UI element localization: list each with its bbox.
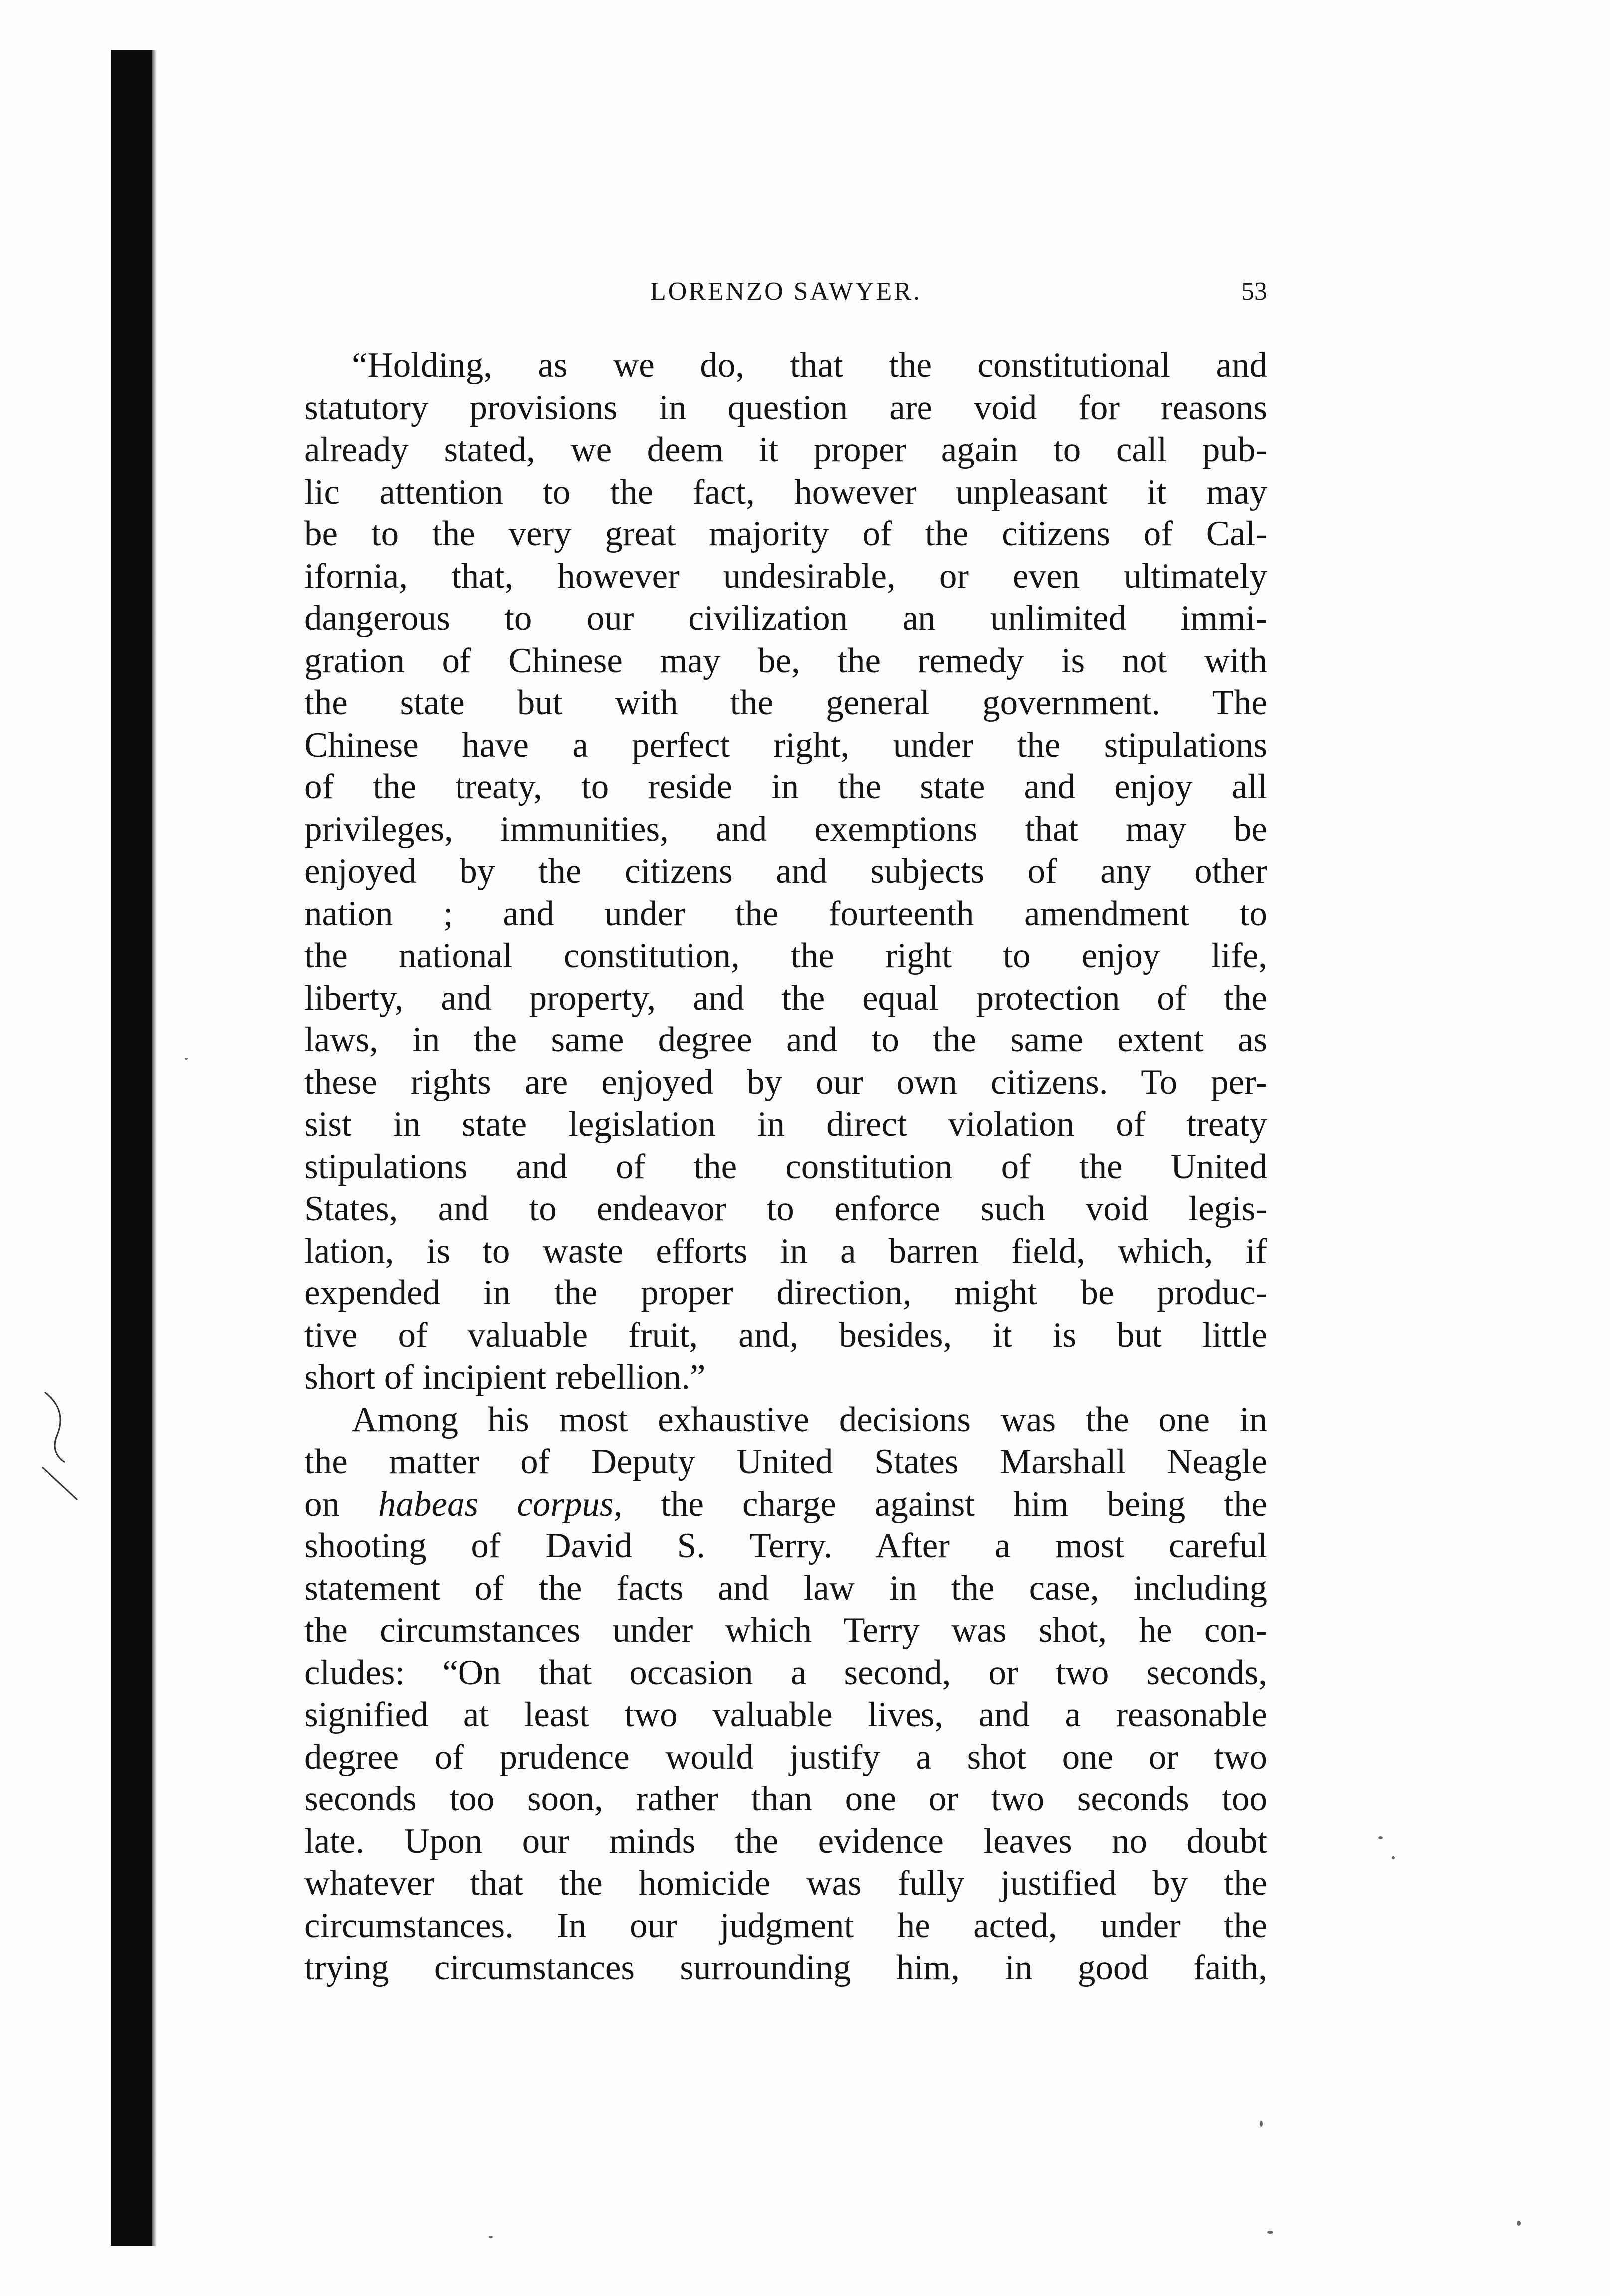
text-line: signified at least two valuable lives, and a reasonable bbox=[304, 1695, 1267, 1734]
paper-speck bbox=[1517, 2221, 1521, 2226]
text-line: the circumstances under which Terry was shot, he con- bbox=[304, 1611, 1267, 1650]
text-line-segment: the charge against him being the bbox=[622, 1484, 1268, 1524]
text-line: the national constitution, the right to enjoy life, bbox=[304, 936, 1267, 975]
text-line: privileges, immunities, and exemptions that may be bbox=[304, 809, 1267, 849]
text-line: trying circumstances surrounding him, in good faith, bbox=[304, 1948, 1267, 1987]
margin-pencil-mark bbox=[30, 1387, 85, 1502]
text-line: the state but with the general government. The bbox=[304, 683, 1267, 722]
text-line-segment: on bbox=[304, 1484, 379, 1524]
text-line: stipulations and of the constitution of the United bbox=[304, 1147, 1267, 1186]
text-line: lation, is to waste efforts in a barren field, which, if bbox=[304, 1231, 1267, 1271]
text-line: “Holding, as we do, that the constitutional and bbox=[352, 346, 1267, 385]
text-line: enjoyed by the citizens and subjects of any other bbox=[304, 852, 1267, 891]
text-line: Among his most exhaustive decisions was the one in bbox=[352, 1400, 1267, 1439]
text-line: gration of Chinese may be, the remedy is not with bbox=[304, 641, 1267, 680]
page-number: 53 bbox=[1241, 277, 1267, 306]
paper-speck bbox=[489, 2236, 493, 2238]
text-line: dangerous to our civilization an unlimited immi- bbox=[304, 599, 1267, 638]
text-line: seconds too soon, rather than one or two seconds too bbox=[304, 1780, 1267, 1818]
text-line: of the treaty, to reside in the state and enjoy all bbox=[304, 767, 1267, 806]
text-line: short of incipient rebellion.” bbox=[304, 1358, 706, 1397]
text-line: States, and to endeavor to enforce such void legis- bbox=[304, 1189, 1267, 1228]
text-line bbox=[304, 1483, 1267, 1526]
text-line: these rights are enjoyed by our own citizens. To per- bbox=[304, 1062, 1267, 1102]
paper-speck bbox=[1378, 1836, 1383, 1839]
text-line: the matter of Deputy United States Marshall Neagle bbox=[304, 1442, 1267, 1481]
text-line: liberty, and property, and the equal protection of the bbox=[304, 978, 1267, 1018]
text-line: statement of the facts and law in the case, including bbox=[304, 1568, 1267, 1608]
paper-speck bbox=[1260, 2121, 1263, 2127]
text-line: Chinese have a perfect right, under the stipulations bbox=[304, 725, 1267, 765]
text-line: be to the very great majority of the citizens of Cal- bbox=[304, 514, 1267, 553]
text-line: shooting of David S. Terry. After a most careful bbox=[304, 1527, 1267, 1565]
text-line: expended in the proper direction, might be produc- bbox=[304, 1274, 1267, 1312]
text-line: late. Upon our minds the evidence leaves no doubt bbox=[304, 1821, 1267, 1861]
paper-speck bbox=[185, 1058, 188, 1060]
book-binding-edge bbox=[111, 50, 152, 2246]
text-line: nation ; and under the fourteenth amendment to bbox=[304, 894, 1267, 933]
text-line: circumstances. In our judgment he acted, under the bbox=[304, 1906, 1267, 1945]
text-line: whatever that the homicide was fully justified by the bbox=[304, 1864, 1267, 1903]
text-line: statutory provisions in question are void for reasons bbox=[304, 388, 1267, 427]
text-line: lic attention to the fact, however unpleasant it may bbox=[304, 472, 1267, 511]
text-line: tive of valuable fruit, and, besides, it is but little bbox=[304, 1315, 1267, 1355]
body-text bbox=[304, 344, 1267, 1989]
text-line: ifornia, that, however undesirable, or even ultimately bbox=[304, 556, 1267, 596]
text-line: already stated, we deem it proper again to call pub- bbox=[304, 430, 1267, 469]
running-title: LORENZO SAWYER. bbox=[650, 277, 922, 306]
italic-term: habeas corpus, bbox=[378, 1484, 623, 1524]
text-line: laws, in the same degree and to the same extent as bbox=[304, 1020, 1267, 1059]
binding-shadow bbox=[152, 50, 157, 2246]
paper-speck bbox=[1267, 2231, 1273, 2234]
text-line: sist in state legislation in direct violation of treaty bbox=[304, 1105, 1267, 1144]
text-line: cludes: “On that occasion a second, or two seconds, bbox=[304, 1653, 1267, 1692]
text-line: degree of prudence would justify a shot one or two bbox=[304, 1737, 1267, 1777]
paper-speck bbox=[1392, 1856, 1395, 1859]
running-head bbox=[304, 277, 1267, 317]
